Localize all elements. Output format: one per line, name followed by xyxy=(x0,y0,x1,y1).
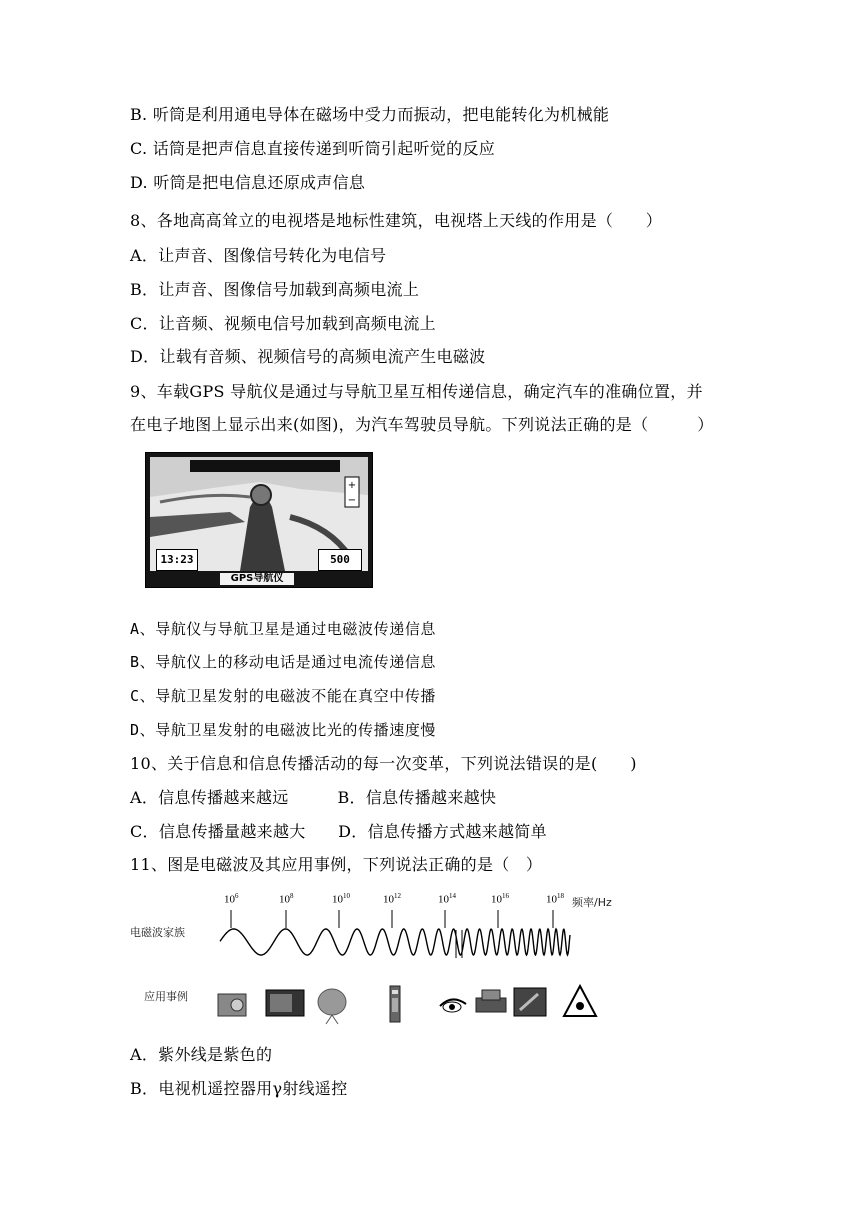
application-examples-label: 应用事例 xyxy=(144,990,188,1003)
radiation-warning-icon xyxy=(564,986,596,1016)
gps-distance-readout: 500 xyxy=(318,549,362,571)
question-11-option-a: A．紫外线是紫色的 xyxy=(130,1045,273,1064)
svg-text:−: − xyxy=(347,495,357,506)
gps-navigator-image xyxy=(145,452,373,588)
tick-label-8: $10^8$ xyxy=(279,892,294,906)
question-9-option-b: B、导航仪上的移动电话是通过电流传递信息 xyxy=(130,653,437,671)
question-8: 8、各地高高耸立的电视塔是地标性建筑，电视塔上天线的作用是（ ） xyxy=(130,211,663,230)
gps-street-banner xyxy=(190,460,340,472)
question-9-line-2: 在电子地图上显示出来(如图)，为汽车驾驶员导航。下列说法正确的是（ ） xyxy=(130,415,714,434)
gps-map-screen xyxy=(150,457,368,571)
question-8-option-d: D．让载有音频、视频信号的高频电流产生电磁波 xyxy=(130,347,486,366)
question-8-option-a: A．让声音、图像信号转化为电信号 xyxy=(130,246,387,265)
x-ray-film-icon xyxy=(514,988,546,1016)
em-wave xyxy=(220,929,570,955)
microwave-oven-icon xyxy=(266,990,304,1016)
eye-icon xyxy=(440,999,466,1012)
question-8-option-c: C．让音频、视频电信号加载到高频电流上 xyxy=(130,314,436,333)
option-b-line: B. 听筒是利用通电导体在磁场中受力而振动，把电能转化为机械能 xyxy=(130,105,610,124)
tick-label-10: $10^{10}$ xyxy=(332,892,350,906)
option-c-line: C. 话筒是把声信息直接传递到听筒引起听觉的反应 xyxy=(130,139,496,158)
gps-caption: GPS导航仪 xyxy=(220,573,294,585)
tick-label-14: $10^{14}$ xyxy=(438,892,456,906)
satellite-dish-icon xyxy=(318,989,346,1024)
tick-label-16: $10^{16}$ xyxy=(491,892,509,906)
gps-time-readout: 13:23 xyxy=(156,549,198,571)
option-d-line: D. 听筒是把电信息还原成声信息 xyxy=(130,173,366,192)
question-11-option-b: B．电视机遥控器用γ射线遥控 xyxy=(130,1079,348,1098)
em-spectrum-figure xyxy=(130,890,630,1030)
question-9-option-c: C、导航卫星发射的电磁波不能在真空中传播 xyxy=(130,687,437,705)
uv-sterilizer-icon xyxy=(476,990,506,1012)
question-10: 10、关于信息和信息传播活动的每一次变革，下列说法错误的是( ) xyxy=(130,754,637,773)
question-10-options-cd: C．信息传播量越来越大 D．信息传播方式越来越简单 xyxy=(130,822,547,841)
frequency-unit-label: 频率/Hz xyxy=(572,896,612,909)
em-wave-drawing xyxy=(130,890,630,1030)
question-11: 11、图是电磁波及其应用事例，下列说法正确的是（ ） xyxy=(130,855,543,874)
question-9-line-1: 9、车载GPS 导航仪是通过与导航卫星互相传递信息，确定汽车的准确位置，并 xyxy=(130,382,703,401)
em-family-label: 电磁波家族 xyxy=(130,926,185,939)
tick-label-18: $10^{18}$ xyxy=(546,892,564,906)
remote-control-icon xyxy=(390,986,400,1022)
question-9-option-a: A、导航仪与导航卫星是通过电磁波传递信息 xyxy=(130,620,437,638)
question-10-options-ab: A．信息传播越来越远 B．信息传播越来越快 xyxy=(130,788,497,807)
svg-text:+: + xyxy=(347,480,357,491)
question-9-option-d: D、导航卫星发射的电磁波比光的传播速度慢 xyxy=(130,721,437,739)
tick-label-6: $10^6$ xyxy=(224,892,239,906)
tick-label-12: $10^{12}$ xyxy=(383,892,401,906)
question-8-option-b: B．让声音、图像信号加载到高频电流上 xyxy=(130,280,420,299)
radio-icon xyxy=(218,994,246,1016)
